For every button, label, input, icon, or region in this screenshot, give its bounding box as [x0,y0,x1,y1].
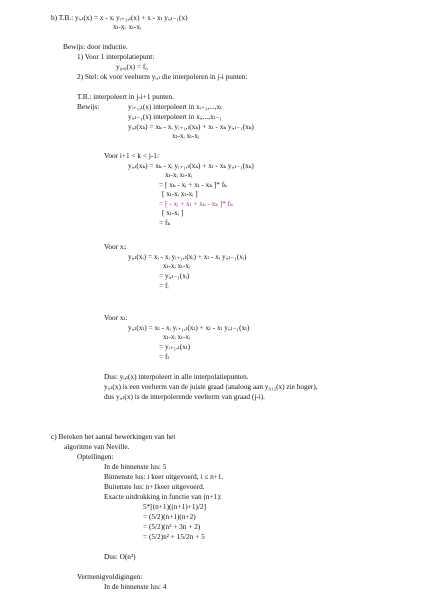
vermenigvuldigingen-line-1: In de binnenste lus: 4 [104,582,167,591]
optellingen-line-4: Exacte uitdrukking in functie van (n+1): [104,492,222,501]
case-2-title: Voor xᵢ: [104,242,127,251]
case-2-step-2: = fᵢ [159,281,169,290]
case-1-step-2-text: = [ - xᵢ + xₗ + xₖ - xₖ ]* fₖ [159,199,233,208]
case-1-step-1-denominators: [ xₗ-xᵢ xₗ-xᵢ ] [162,189,198,198]
case-3-step-2: = fₗ [159,352,170,361]
case-2-step-1: = yᵢ,ₗ₋₁(xᵢ) [159,271,190,280]
step-1-equation: y₀,₀(x) = f₀ [116,62,148,71]
bewijs-line-3: yᵢ,ₗ(xₖ) = xₖ - xᵢ yᵢ₊₁,ₗ(xₖ) + xₗ - xₖ yᵢ,ₗ₋₁(xₖ) [128,122,254,131]
dus-line-1: Dus: yᵢ,ₗ(x) interpoleert in alle interpolatiepunten. [104,372,249,381]
dus-line-3: dus yᵢ,ₗ(x) is de interpolerende veelterm van graad (j-i). [104,392,266,401]
part-c-title-1: c) Bereken het aantal bewerkingen van het [51,432,176,441]
expression-1: 5*[(n+1)((n+1)+1)/2] [143,502,206,511]
optellingen-line-2: Binnenste lus: i keer uitgevoerd, i ≤ n+1. [104,472,224,481]
case-3-denominators: xₗ-xᵢ xₗ-xᵢ [163,332,191,341]
case-1-title: Voor i+1 < k < j-1: [104,151,159,160]
optellingen-heading: Optellingen: [77,452,114,461]
tb-interpolation: T.B.: interpoleert in j-i+1 punten. [77,92,174,101]
bewijs-inductie: Bewijs: door inductie. [63,42,128,51]
bewijs-label: Bewijs: [77,102,100,111]
bewijs-line-2: yᵢ,ₗ₋₁(x) interpoleert in xᵢ,...,xₗ₋₁ [128,112,222,121]
case-3-equation: yᵢ,ₗ(xₗ) = xₗ - xᵢ yᵢ₊₁,ₗ(xₗ) + xₗ - xₗ yᵢ,ₗ₋₁(xₗ) [128,323,250,332]
case-2-denominators: xₗ-xᵢ xₗ-xᵢ [163,261,191,270]
tb-formula: b) T.B.: yᵢ,ₗ(x) = x - xᵢ yᵢ₊₁,ₗ(x) + x - xₗ yᵢ,ₗ₋₁(x) [51,13,188,22]
step-2: 2) Stel: ok voor veelterm yᵢ,ₗ die interpoleren in j-i punten: [77,72,248,81]
expression-3: = (5/2)(n² + 3n + 2) [143,522,201,531]
case-2-equation: yᵢ,ₗ(xᵢ) = xᵢ - xᵢ yᵢ₊₁,ₗ(xᵢ) + xₗ - xᵢ yᵢ,ₗ₋₁(xᵢ) [128,252,247,261]
case-3-step-1: = yᵢ₊₁,ₗ(xₗ) [159,342,191,351]
step-1: 1) Voor 1 interpolatiepunt: [77,52,155,61]
vermenigvuldigingen-heading: Vermenigvuldigingen: [77,572,143,581]
part-c-title-2: algoritme van Neville. [64,442,130,451]
expression-2: = (5/2)(n+1)(n+2) [143,512,196,521]
case-1-step-1: = [ xₖ - xᵢ + xₗ - xₖ ]* fₖ [159,180,227,189]
case-1-step-2 [159,200,233,207]
complexity-result: Dus: O(n²) [104,552,136,561]
dus-line-2: yᵢ,ₗ(x) is een veelterm van de juiste graad (analoog aan y₀₁₂(x) zie hoger), [104,382,318,391]
optellingen-line-1: In de binnenste lus: 5 [104,462,167,471]
expression-4: = (5/2)n² + 15/2n + 5 [143,532,205,541]
bewijs-line-1: yᵢ₊₁,ₗ(x) interpoleert in xᵢ₊₁,...,xₗ [128,102,222,111]
bewijs-line-3-denominators: xₗ-xᵢ xₗ-xᵢ [172,131,200,140]
case-1-equation: yᵢ,ₗ(xₖ) = xₖ - xᵢ yᵢ₊₁,ₗ(xₖ) + xₗ - xₖ yᵢ,ₗ₋₁(xₖ) [128,161,254,170]
case-1-step-2-denominator: [ xₗ-xᵢ ] [162,208,184,217]
case-3-title: Voor xₗ: [104,313,128,322]
case-1-step-3: = fₖ [159,218,171,227]
case-1-denominators: xₗ-xᵢ xₗ-xᵢ [165,170,193,179]
tb-formula-denominators: xₗ-xᵢ xₗ-xᵢ [113,22,142,31]
optellingen-line-3: Buitenste lus: n+1keer uitgevoerd. [104,482,205,491]
